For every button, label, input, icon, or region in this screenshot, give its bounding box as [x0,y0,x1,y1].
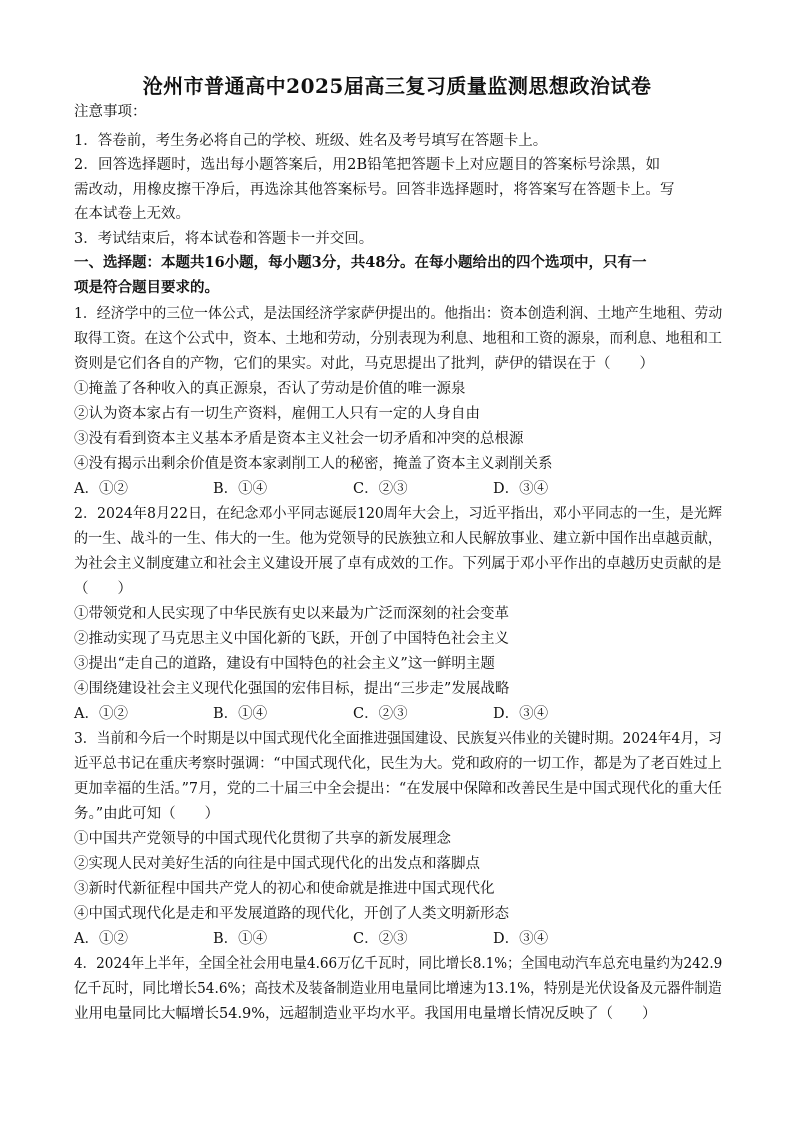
question-stem: 务。”由此可知（ ） [74,806,220,822]
question-stem: 为社会主义制度建立和社会主义建设开展了卓有成效的工作。下列属于邓小平作出的卓越历史贡献的是 [74,556,722,572]
question-stem: 3．当前和今后一个时期是以中国式现代化全面推进强国建设、民族复兴伟业的关键时期。2024年4月，习 [74,731,722,747]
question-item: ②认为资本家占有一切生产资料，雇佣工人只有一定的人身自由 [74,406,480,422]
question-item: ②实现人民对美好生活的向往是中国式现代化的出发点和落脚点 [74,856,480,872]
section-header: 项是符合题目要求的。 [74,279,219,296]
question-stem: 1．经济学中的三位一体公式，是法国经济学家萨伊提出的。他指出：资本创造利润、土地产生地租、劳动 [74,306,723,322]
notice-item: 1．答卷前，考生务必将自己的学校、班级、姓名及考号填写在答题卡上。 [74,133,548,149]
page-title: 沧州市普通高中2025届高三复习质量监测思想政治试卷 [142,74,652,98]
question-item: ①中国共产党领导的中国式现代化贯彻了共享的新发展理念 [74,831,451,847]
question-item: ③新时代新征程中国共产党人的初心和使命就是推进中国式现代化 [74,881,495,897]
option-d[interactable]: D．③④ [493,706,549,722]
notice-item: 3．考试结束后，将本试卷和答题卡一并交回。 [74,231,374,247]
question-item: ④围绕建设社会主义现代化强国的宏伟目标，提出“三步走”发展战略 [74,681,510,697]
option-d[interactable]: D．③④ [493,931,549,947]
option-a[interactable]: A．①② [74,706,128,722]
option-c[interactable]: C．②③ [353,481,408,497]
question-item: ④中国式现代化是走和平发展道路的现代化，开创了人类文明新形态 [74,906,509,922]
question-stem: 4．2024年上半年，全国全社会用电量4.66万亿千瓦时，同比增长8.1%；全国电动汽车总充电量约为242.9 [74,956,723,972]
question-stem: 资则是它们各自的产物，它们的果实。对此，马克思提出了批判，萨伊的错误在于（ ） [74,356,654,372]
notice-item: 在本试卷上无效。 [74,206,190,222]
option-c[interactable]: C．②③ [353,931,408,947]
question-stem: 2．2024年8月22日，在纪念邓小平同志诞辰120周年大会上，习近平指出，邓小平同志的一生，是光辉 [74,506,722,522]
question-stem: 的一生、战斗的一生、伟大的一生。他为党领导的民族独立和人民解放事业、建立新中国作出卓越贡献， [74,531,722,547]
notice-heading: 注意事项： [74,104,147,120]
question-stem: （ ） [74,581,132,597]
notice-item: 2．回答选择题时，选出每小题答案后，用2B铅笔把答题卡上对应题目的答案标号涂黑，如 [74,157,661,173]
option-b[interactable]: B．①④ [213,481,268,497]
notice-item: 需改动，用橡皮擦干净后，再选涂其他答案标号。回答非选择题时，将答案写在答题卡上。写 [74,182,675,198]
question-stem: 业用电量同比大幅增长54.9%，远超制造业平均水平。我国用电量增长情况反映了（ ） [74,1006,657,1022]
section-header: 一、选择题：本题共16小题，每小题3分，共48分。在每小题给出的四个选项中，只有一 [74,254,647,271]
option-c[interactable]: C．②③ [353,706,408,722]
option-a[interactable]: A．①② [74,481,128,497]
question-item: ④没有揭示出剩余价值是资本家剥削工人的秘密，掩盖了资本主义剥削关系 [74,456,553,472]
option-d[interactable]: D．③④ [493,481,549,497]
question-item: ②推动实现了马克思主义中国化新的飞跃，开创了中国特色社会主义 [74,631,509,647]
option-b[interactable]: B．①④ [213,931,268,947]
question-stem: 取得工资。在这个公式中，资本、土地和劳动，分别表现为利息、地租和工资的源泉，而利息、地租和工 [74,331,722,347]
question-item: ③提出“走自己的道路，建设有中国特色的社会主义”这一鲜明主题 [74,656,495,672]
option-a[interactable]: A．①② [74,931,128,947]
question-stem: 亿千瓦时，同比增长54.6%；高技术及装备制造业用电量同比增速为13.1%，特别是光伏设备及元器件制造 [74,981,722,997]
question-item: ①带领党和人民实现了中华民族有史以来最为广泛而深刻的社会变革 [74,606,509,622]
question-item: ①掩盖了各种收入的真正源泉，否认了劳动是价值的唯一源泉 [74,381,466,397]
option-b[interactable]: B．①④ [213,706,268,722]
question-stem: 近平总书记在重庆考察时强调：“中国式现代化，民生为大。党和政府的一切工作，都是为了老百姓过上 [74,756,722,772]
question-stem: 更加幸福的生活。”7月，党的二十届三中全会提出：“在发展中保障和改善民生是中国式现代化的重大任 [74,781,722,797]
question-item: ③没有看到资本主义基本矛盾是资本主义社会一切矛盾和冲突的总根源 [74,431,524,447]
